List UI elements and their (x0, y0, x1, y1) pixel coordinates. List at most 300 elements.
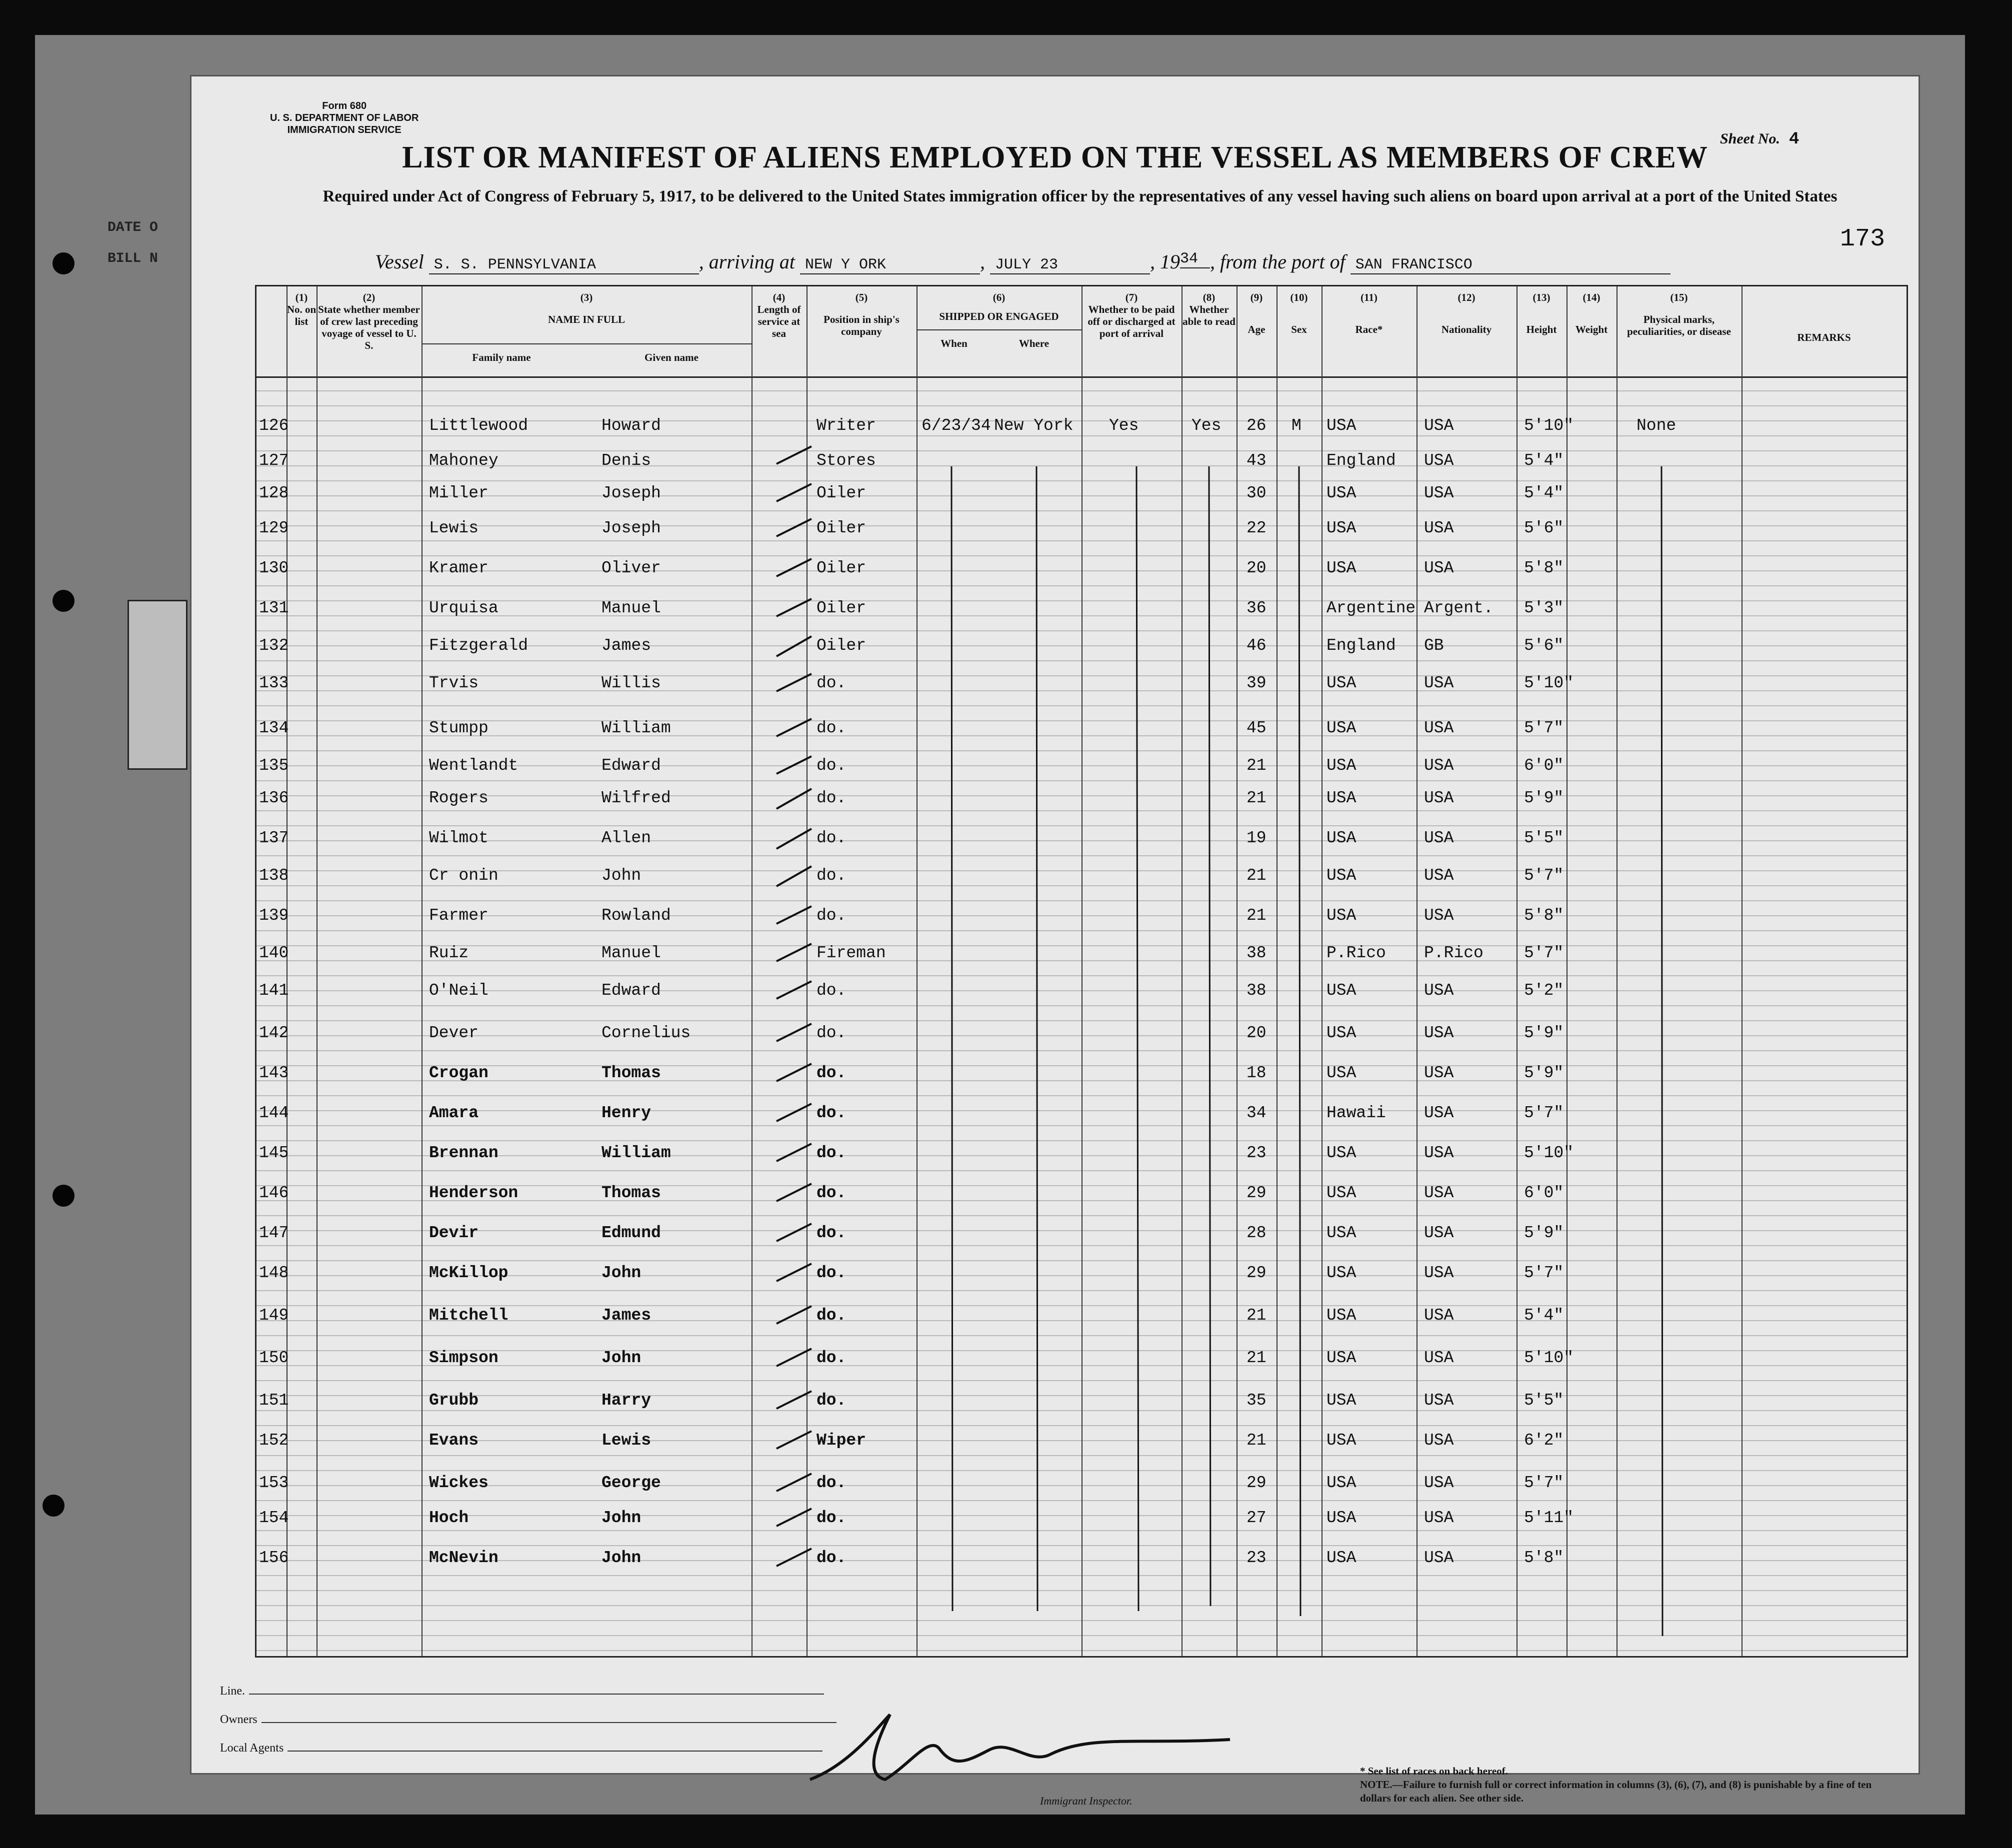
race-cell: P.Rico (1326, 944, 1386, 962)
position-cell: do. (816, 1391, 846, 1410)
nationality-cell: USA (1424, 1306, 1454, 1325)
row-number-cell: 154 (259, 1509, 289, 1527)
height-cell: 5'8" (1524, 906, 1564, 925)
col3-subheaders (422, 343, 752, 374)
col6-header (916, 291, 1082, 360)
height-cell: 5'10" (1524, 1349, 1574, 1367)
race-cell: USA (1326, 559, 1356, 577)
nationality-cell: USA (1424, 484, 1454, 502)
column-rule (1276, 286, 1278, 1656)
underlying-page-margin-text: DATE O BILL N (108, 220, 158, 266)
nationality-cell: USA (1424, 866, 1454, 885)
nationality-cell: USA (1424, 981, 1454, 1000)
line-field: Line. (220, 1685, 836, 1698)
age-cell: 38 (1246, 981, 1266, 1000)
binder-hole (42, 1495, 64, 1517)
row-number-cell: 138 (259, 866, 289, 885)
race-cell: USA (1326, 674, 1356, 692)
family-name-cell: Henderson (429, 1184, 518, 1202)
column-rule (916, 286, 918, 1656)
given-name-cell: Thomas (602, 1184, 661, 1202)
col12-header (1416, 291, 1516, 335)
col4-label: Length of service at sea (757, 303, 801, 339)
given-name-cell: Howard (602, 416, 661, 435)
given-name-cell: Rowland (602, 906, 671, 925)
given-name-cell: Joseph (602, 519, 661, 537)
family-name-cell: Hoch (429, 1509, 469, 1527)
family-name-cell: Fitzgerald (429, 636, 528, 655)
given-name-cell: William (602, 1144, 671, 1162)
height-cell: 6'0" (1524, 1184, 1564, 1202)
race-cell: USA (1326, 1024, 1356, 1042)
inspector-signature (790, 1705, 1240, 1805)
nationality-cell: GB (1424, 636, 1444, 655)
position-cell: Oiler (816, 519, 866, 537)
col11-label: Race* (1355, 323, 1383, 335)
age-cell: 43 (1246, 451, 1266, 470)
col7-number: (7) (1125, 291, 1138, 303)
position-cell: do. (816, 674, 846, 692)
row-number-cell: 149 (259, 1306, 289, 1325)
height-cell: 5'10" (1524, 1144, 1574, 1162)
form-number: Form 680 (322, 100, 367, 111)
height-cell: 6'0" (1524, 756, 1564, 775)
race-cell: USA (1326, 1264, 1356, 1282)
position-cell: do. (816, 1549, 846, 1567)
race-cell: USA (1326, 981, 1356, 1000)
height-cell: 5'11" (1524, 1509, 1574, 1527)
given-name-cell: William (602, 719, 671, 737)
row-number-cell: 139 (259, 906, 289, 925)
height-cell: 5'3" (1524, 599, 1564, 617)
position-cell: Oiler (816, 636, 866, 655)
form-department: U. S. DEPARTMENT OF LABOR (270, 112, 419, 123)
given-name-cell: Edward (602, 756, 661, 775)
col12-label: Nationality (1441, 323, 1492, 335)
position-cell: do. (816, 866, 846, 885)
col8-header (1182, 291, 1236, 327)
race-cell: USA (1326, 1184, 1356, 1202)
col2-label: State whether member of crew last preceding voyage of vessel to U. S. (318, 303, 420, 351)
column-rule (1236, 286, 1238, 1656)
family-name-cell: Rogers (429, 789, 488, 807)
row-number-cell: 134 (259, 719, 289, 737)
race-cell: USA (1326, 1474, 1356, 1492)
position-cell: Oiler (816, 559, 866, 577)
given-name-cell: Allen (602, 829, 652, 847)
col11-header (1322, 291, 1416, 335)
penalty-note: NOTE.—Failure to furnish full or correct information in columns (3), (6), (7), and (8) is punishable by a fine of ten dollars for each alien. See other side. (1360, 1779, 1872, 1804)
age-cell: 46 (1246, 636, 1266, 655)
family-name-cell: Crogan (429, 1064, 488, 1082)
family-name-cell: Farmer (429, 906, 488, 925)
height-cell: 5'6" (1524, 636, 1564, 655)
age-cell: 28 (1246, 1224, 1266, 1242)
arriving-label: arriving at (708, 250, 795, 273)
nationality-cell: USA (1424, 719, 1454, 737)
age-cell: 21 (1246, 906, 1266, 925)
position-cell: do. (816, 981, 846, 1000)
age-cell: 23 (1246, 1549, 1266, 1567)
nationality-cell: USA (1424, 1104, 1454, 1122)
age-cell: 35 (1246, 1391, 1266, 1410)
race-cell: USA (1326, 1509, 1356, 1527)
column-rule (1616, 286, 1618, 1656)
height-cell: 5'6" (1524, 519, 1564, 537)
given-name-cell: George (602, 1474, 661, 1492)
vessel-name: S. S. PENNSYLVANIA (429, 256, 699, 274)
position-cell: Fireman (816, 944, 886, 962)
crew-table (255, 285, 1908, 1658)
age-cell: 20 (1246, 559, 1266, 577)
form-service: IMMIGRATION SERVICE (287, 124, 402, 135)
column-rule (1416, 286, 1418, 1656)
document-title: LIST OR MANIFEST OF ALIENS EMPLOYED ON THE VESSEL AS MEMBERS OF CREW (402, 140, 1708, 174)
when-header: When (940, 337, 968, 349)
col4-number: (4) (772, 291, 786, 303)
height-cell: 5'9" (1524, 1224, 1564, 1242)
nationality-cell: USA (1424, 1391, 1454, 1410)
column-rule (1566, 286, 1568, 1656)
row-number-cell: 151 (259, 1391, 289, 1410)
footnote (1360, 1765, 1890, 1805)
age-cell: 26 (1246, 416, 1266, 435)
owners-underline (262, 1722, 836, 1723)
race-cell: USA (1326, 519, 1356, 537)
height-cell: 5'7" (1524, 866, 1564, 885)
nationality-cell: USA (1424, 829, 1454, 847)
able-to-read-cell: Yes (1192, 416, 1222, 435)
height-cell: 5'7" (1524, 1104, 1564, 1122)
line-underline (249, 1694, 824, 1695)
clerk-stamp (128, 600, 188, 770)
document-subtitle: Required under Act of Congress of February 5, 1917, to be delivered to the United States immigration officer by the representatives of any vessel having such aliens on board upon arrival at a port of the United States (322, 187, 1838, 205)
given-name-cell: Oliver (602, 559, 661, 577)
family-name-cell: Dever (429, 1024, 479, 1042)
departure-port: SAN FRANCISCO (1350, 256, 1670, 274)
family-name-cell: Lewis (429, 519, 479, 537)
col5-label: Position in ship's company (824, 313, 900, 337)
age-cell: 30 (1246, 484, 1266, 502)
age-cell: 23 (1246, 1144, 1266, 1162)
signature-stroke (810, 1715, 1230, 1780)
family-name-cell: Wilmot (429, 829, 488, 847)
family-name-cell: Mitchell (429, 1306, 508, 1325)
height-cell: 5'9" (1524, 1064, 1564, 1082)
family-name-cell: Kramer (429, 559, 488, 577)
col4-header (752, 291, 806, 339)
nationality-cell: USA (1424, 1474, 1454, 1492)
row-number-cell: 132 (259, 636, 289, 655)
col1-number: (1) (295, 291, 308, 303)
row-number-cell: 147 (259, 1224, 289, 1242)
col12-number: (12) (1458, 291, 1476, 303)
col2-header (316, 291, 422, 351)
inspector-label: Immigrant Inspector. (1040, 1795, 1132, 1807)
col3-number: (3) (580, 291, 593, 303)
height-cell: 5'8" (1524, 559, 1564, 577)
given-name-cell: John (602, 1264, 642, 1282)
position-cell: do. (816, 1224, 846, 1242)
race-cell: USA (1326, 1144, 1356, 1162)
race-cell: Hawaii (1326, 1104, 1386, 1122)
ditto-line (1036, 466, 1038, 1611)
row-number-cell: 128 (259, 484, 289, 502)
given-name-cell: Lewis (602, 1431, 652, 1450)
height-cell: 5'7" (1524, 944, 1564, 962)
nationality-cell: USA (1424, 1549, 1454, 1567)
agents-label: Local Agents (220, 1742, 284, 1755)
position-cell: Stores (816, 451, 876, 470)
height-cell: 5'2" (1524, 981, 1564, 1000)
height-cell: 5'7" (1524, 719, 1564, 737)
race-cell: USA (1326, 829, 1356, 847)
nationality-cell: USA (1424, 1349, 1454, 1367)
col15-label: Physical marks, peculiarities, or disease (1627, 313, 1731, 337)
nationality-cell: USA (1424, 756, 1454, 775)
nationality-cell: USA (1424, 1144, 1454, 1162)
height-cell: 5'7" (1524, 1474, 1564, 1492)
age-cell: 45 (1246, 719, 1266, 737)
col8-number: (8) (1202, 291, 1216, 303)
shipped-where-cell: New York (994, 416, 1074, 435)
family-name-cell: Devir (429, 1224, 479, 1242)
nationality-cell: USA (1424, 1264, 1454, 1282)
family-name-cell: Littlewood (429, 416, 528, 435)
age-cell: 21 (1246, 1306, 1266, 1325)
col8-label: Whether able to read (1182, 303, 1236, 327)
position-cell: do. (816, 829, 846, 847)
vessel-label: Vessel (375, 250, 424, 273)
position-cell: do. (816, 1024, 846, 1042)
paid-off-cell: Yes (1109, 416, 1139, 435)
col14-header (1566, 291, 1616, 335)
col6-label: SHIPPED OR ENGAGED (939, 310, 1059, 322)
position-cell: do. (816, 1184, 846, 1202)
given-name-cell: Henry (602, 1104, 652, 1122)
race-cell: USA (1326, 756, 1356, 775)
position-cell: do. (816, 1104, 846, 1122)
height-cell: 5'4" (1524, 484, 1564, 502)
agents-field (220, 1742, 836, 1755)
ditto-line (1299, 466, 1300, 1616)
given-name-cell: Denis (602, 451, 652, 470)
family-name-cell: Mahoney (429, 451, 498, 470)
from-label: from the port of (1220, 250, 1346, 273)
manifest-page (190, 75, 1920, 1807)
position-cell: Wiper (816, 1431, 866, 1450)
col11-number: (11) (1360, 291, 1378, 303)
race-cell: USA (1326, 1306, 1356, 1325)
nationality-cell: USA (1424, 1431, 1454, 1450)
height-cell: 5'9" (1524, 789, 1564, 807)
col6-subheaders (916, 329, 1082, 360)
col14-label: Weight (1575, 323, 1608, 335)
ditto-line (1209, 466, 1210, 1606)
where-header: Where (1018, 337, 1050, 349)
col15-header (1616, 291, 1742, 337)
col10-header (1276, 291, 1322, 335)
col3-header (422, 291, 752, 374)
col7-label: Whether to be paid off or discharged at port of arrival (1088, 303, 1176, 339)
arrival-date: JULY 23 (990, 256, 1150, 274)
age-cell: 20 (1246, 1024, 1266, 1042)
ditto-line (1136, 466, 1138, 1611)
height-cell: 5'9" (1524, 1024, 1564, 1042)
row-number-cell: 150 (259, 1349, 289, 1367)
agents-underline (288, 1751, 822, 1752)
row-number-cell: 126 (259, 416, 289, 435)
nationality-cell: USA (1424, 789, 1454, 807)
col5-number: (5) (855, 291, 868, 303)
given-name-cell: Manuel (602, 599, 661, 617)
height-cell: 5'7" (1524, 1264, 1564, 1282)
column-rule (316, 286, 318, 1656)
family-name-cell: Ruiz (429, 944, 469, 962)
sheet-value: 4 (1789, 130, 1800, 149)
race-cell: England (1326, 451, 1396, 470)
row-number-cell: 129 (259, 519, 289, 537)
given-name-header: Given name (644, 351, 698, 363)
nationality-cell: USA (1424, 1184, 1454, 1202)
height-cell: 5'8" (1524, 1549, 1564, 1567)
family-name-cell: Stumpp (429, 719, 488, 737)
binder-hole (52, 252, 74, 274)
sex-cell: M (1292, 416, 1302, 435)
row-number-cell: 140 (259, 944, 289, 962)
row-number-cell: 135 (259, 756, 289, 775)
age-cell: 36 (1246, 599, 1266, 617)
race-cell: USA (1326, 484, 1356, 502)
col7-header (1082, 291, 1182, 339)
position-cell: do. (816, 1509, 846, 1527)
position-cell: do. (816, 789, 846, 807)
height-cell: 5'5" (1524, 829, 1564, 847)
col5-header (806, 291, 916, 337)
age-cell: 22 (1246, 519, 1266, 537)
family-name-cell: Wickes (429, 1474, 488, 1492)
position-cell: do. (816, 1306, 846, 1325)
family-name-cell: Grubb (429, 1391, 479, 1410)
age-cell: 19 (1246, 829, 1266, 847)
height-cell: 6'2" (1524, 1431, 1564, 1450)
row-number-cell: 142 (259, 1024, 289, 1042)
col1-label: No. on list (286, 303, 316, 327)
row-number-cell: 156 (259, 1549, 289, 1567)
line-label: Line (220, 1685, 242, 1698)
family-name-cell: Amara (429, 1104, 479, 1122)
row-number-cell: 143 (259, 1064, 289, 1082)
col9-number: (9) (1250, 291, 1263, 303)
age-cell: 21 (1246, 756, 1266, 775)
given-name-cell: Joseph (602, 484, 661, 502)
col2-number: (2) (362, 291, 376, 303)
position-cell: do. (816, 1474, 846, 1492)
race-cell: Argentine (1326, 599, 1416, 617)
race-cell: USA (1326, 1391, 1356, 1410)
row-number-cell: 131 (259, 599, 289, 617)
family-name-cell: Trvis (429, 674, 479, 692)
col3-label: NAME IN FULL (548, 313, 625, 325)
given-name-cell: John (602, 866, 642, 885)
age-cell: 21 (1246, 1431, 1266, 1450)
race-cell: USA (1326, 1431, 1356, 1450)
row-number-cell: 152 (259, 1431, 289, 1450)
age-cell: 27 (1246, 1509, 1266, 1527)
position-cell: do. (816, 1144, 846, 1162)
given-name-cell: Wilfred (602, 789, 671, 807)
age-cell: 39 (1246, 674, 1266, 692)
position-cell: Writer (816, 416, 876, 435)
col1-header (286, 291, 316, 327)
row-number-cell: 144 (259, 1104, 289, 1122)
physical-marks-cell: None (1636, 416, 1676, 435)
row-number-cell: 146 (259, 1184, 289, 1202)
family-name-cell: Simpson (429, 1349, 498, 1367)
age-cell: 38 (1246, 944, 1266, 962)
given-name-cell: John (602, 1349, 642, 1367)
year-prefix: 19 (1160, 250, 1180, 273)
row-number-cell: 133 (259, 674, 289, 692)
row-number-cell: 127 (259, 451, 289, 470)
race-cell: USA (1326, 1224, 1356, 1242)
race-cell: USA (1326, 719, 1356, 737)
row-number-cell: 130 (259, 559, 289, 577)
given-name-cell: Willis (602, 674, 661, 692)
race-cell: England (1326, 636, 1396, 655)
nationality-cell: USA (1424, 1509, 1454, 1527)
family-name-header: Family name (472, 351, 531, 363)
nationality-cell: USA (1424, 519, 1454, 537)
row-number-cell: 136 (259, 789, 289, 807)
position-cell: do. (816, 1064, 846, 1082)
column-rule (1516, 286, 1518, 1656)
family-name-cell: Wentlandt (429, 756, 518, 775)
given-name-cell: Harry (602, 1391, 652, 1410)
family-name-cell: Evans (429, 1431, 479, 1450)
binder-hole (52, 590, 74, 612)
family-name-cell: O'Neil (429, 981, 488, 1000)
owners-field (220, 1713, 836, 1727)
col15-number: (15) (1670, 291, 1688, 303)
age-cell: 21 (1246, 789, 1266, 807)
remarks-header: REMARKS (1797, 331, 1851, 343)
given-name-cell: Cornelius (602, 1024, 691, 1042)
family-name-cell: Miller (429, 484, 488, 502)
arrival-port: NEW Y ORK (800, 256, 980, 274)
col6-number: (6) (992, 291, 1006, 303)
column-rule (806, 286, 808, 1656)
sheet-label: Sheet No. (1720, 130, 1780, 147)
height-cell: 5'10" (1524, 674, 1574, 692)
race-cell: USA (1326, 906, 1356, 925)
nationality-cell: Argent. (1424, 599, 1494, 617)
family-name-cell: Brennan (429, 1144, 498, 1162)
race-cell: USA (1326, 1349, 1356, 1367)
age-cell: 29 (1246, 1264, 1266, 1282)
position-cell: do. (816, 1349, 846, 1367)
col9-label: Age (1248, 323, 1266, 335)
age-cell: 18 (1246, 1064, 1266, 1082)
position-cell: Oiler (816, 599, 866, 617)
race-cell: USA (1326, 789, 1356, 807)
age-cell: 29 (1246, 1184, 1266, 1202)
height-cell: 5'5" (1524, 1391, 1564, 1410)
owners-label: Owners (220, 1713, 258, 1726)
height-cell: 5'4" (1524, 451, 1564, 470)
nationality-cell: P.Rico (1424, 944, 1484, 962)
given-name-cell: James (602, 636, 652, 655)
